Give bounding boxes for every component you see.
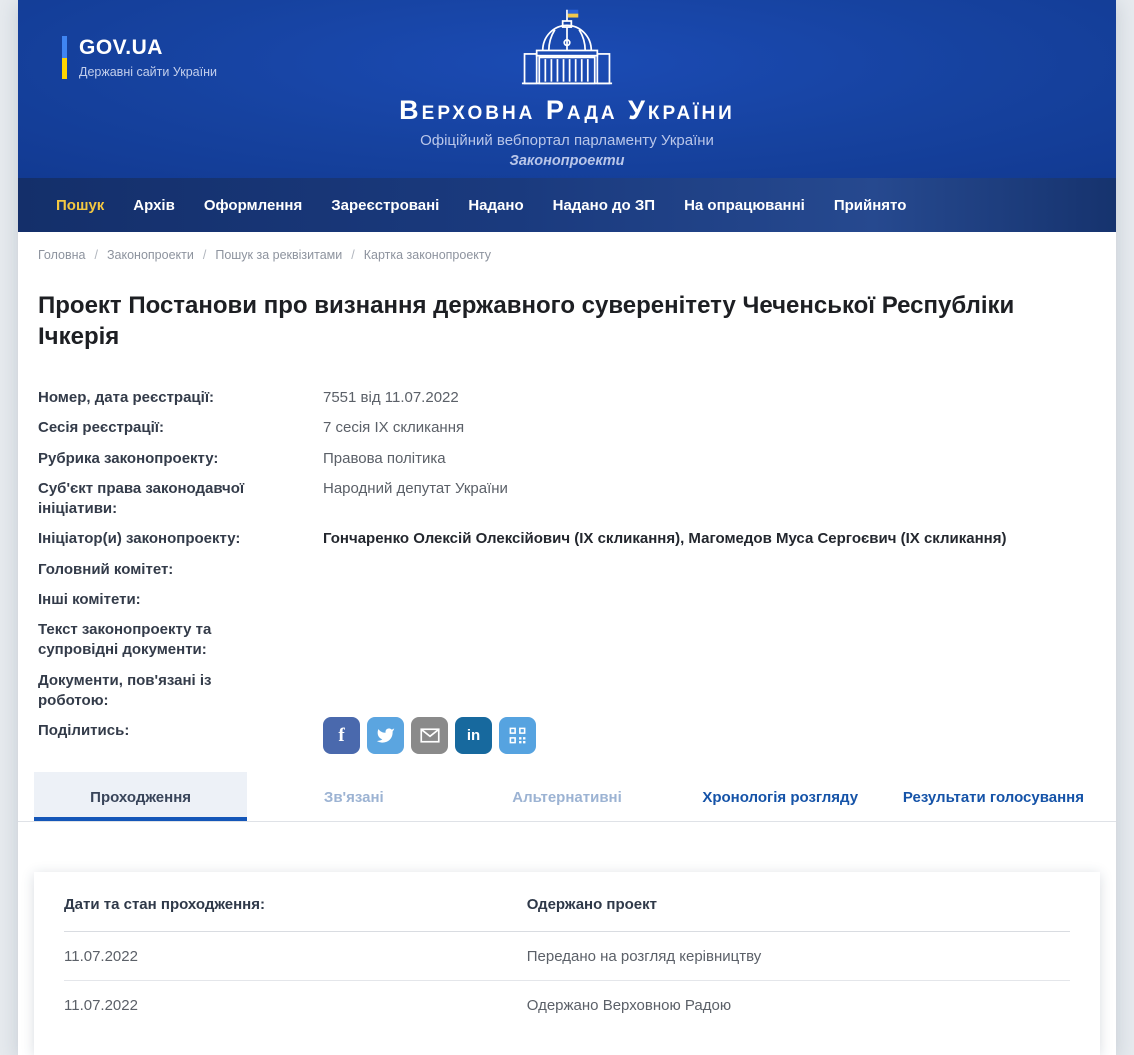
tab-khronolohiia[interactable]: Хронологія розгляду — [702, 789, 859, 806]
detail-label-initiators: Ініціатор(и) законопроекту: — [38, 530, 241, 548]
detail-value-number: 7551 від 11.07.2022 — [323, 389, 459, 406]
passage-table-card — [34, 872, 1100, 1055]
linkedin-icon[interactable]: in — [455, 717, 492, 754]
detail-label-main-committee: Головний комітет: — [38, 560, 174, 578]
twitter-icon[interactable] — [367, 717, 404, 754]
row-date: 11.07.2022 — [64, 997, 138, 1014]
detail-value-other-committees — [323, 590, 1096, 610]
detail-value-subject: Народний депутат України — [323, 479, 508, 497]
share-buttons — [323, 717, 1096, 754]
nav-item-oformlennia[interactable]: Оформлення — [203, 196, 303, 214]
detail-label-session: Сесія реєстрації: — [38, 419, 164, 437]
detail-label-related-documents: Документи, пов'язані із роботою: — [38, 671, 212, 709]
site-header — [18, 0, 1116, 178]
bill-tabs — [18, 772, 1116, 822]
row-status: Передано на розгляд керівництву — [527, 932, 1070, 981]
tab-zviazani[interactable]: Зв'язані — [323, 789, 384, 806]
govua-subtitle: Державні сайти України — [79, 65, 217, 79]
tab-alternatyvni[interactable]: Альтернативні — [512, 789, 622, 806]
parliament-building-icon — [515, 6, 619, 88]
email-icon[interactable] — [411, 717, 448, 754]
facebook-icon[interactable]: f — [323, 717, 360, 754]
nav-item-arkhiv[interactable]: Архів — [133, 196, 175, 214]
share-label: Поділитись: — [38, 722, 130, 739]
detail-label-text-documents: Текст законопроекту та супровідні документи: — [38, 621, 212, 659]
detail-label-other-committees: Інші комітети: — [38, 590, 141, 608]
bill-details — [38, 388, 1096, 754]
detail-label-number: Номер, дата реєстрації: — [38, 389, 215, 406]
detail-value-related-documents — [323, 671, 1096, 712]
breadcrumb-poshuk[interactable]: Пошук за реквізитами — [215, 248, 343, 262]
nav-item-nadano[interactable]: Надано — [468, 196, 524, 214]
detail-label-subject: Суб'єкт права законодавчої ініціативи: — [38, 479, 245, 517]
breadcrumb-zakonoproekty[interactable]: Законопроекти — [106, 248, 194, 262]
nav-item-poshuk[interactable]: Пошук — [56, 196, 105, 214]
tab-prokhodzhennia[interactable]: Проходження — [34, 772, 247, 821]
column-header-status: Одержано проект — [527, 872, 1070, 932]
row-date: 11.07.2022 — [64, 932, 527, 981]
detail-value-text-documents — [323, 620, 1096, 661]
breadcrumb-home[interactable]: Головна — [38, 248, 86, 262]
main-nav — [18, 178, 1116, 232]
nav-item-zareiestrovani[interactable]: Зареєстровані — [331, 196, 440, 214]
table-row — [34, 981, 1100, 1029]
table-header-row — [34, 872, 1100, 932]
nav-item-pryiniato[interactable]: Прийнято — [833, 196, 907, 214]
site-section-label: Законопроекти — [509, 153, 625, 169]
detail-value-session: 7 сесія IX скликання — [323, 419, 465, 437]
page-card — [18, 0, 1116, 1055]
nav-item-nadano-do-zp[interactable]: Надано до ЗП — [552, 196, 656, 214]
detail-value-initiators: Гончаренко Олексій Олексійович (IX скликання), Магомедов Муса Сергоєвич (IX скликання) — [323, 530, 1007, 548]
detail-value-rubric: Правова політика — [323, 449, 446, 467]
breadcrumb-separator: / — [94, 248, 98, 262]
breadcrumb-separator: / — [202, 248, 207, 262]
table-row — [34, 932, 1100, 981]
tab-rezultaty[interactable]: Результати голосування — [902, 789, 1084, 806]
column-header-dates: Дати та стан проходження: — [64, 872, 527, 932]
row-status: Одержано Верховною Радою — [526, 997, 732, 1014]
page-title: Проект Постанови про визнання державного суверенітету Чеченської Республіки Ічкерія — [38, 292, 1015, 350]
qr-code-icon[interactable] — [499, 717, 536, 754]
breadcrumb-separator: / — [351, 248, 355, 262]
govua-title: GOV.UA — [79, 36, 163, 59]
breadcrumb-current: Картка законопроекту — [363, 248, 492, 262]
site-title[interactable]: Верховна Рада України — [399, 95, 735, 125]
detail-label-rubric: Рубрика законопроекту: — [38, 449, 219, 467]
detail-value-main-committee — [323, 560, 1096, 580]
breadcrumb — [18, 232, 1116, 262]
site-subtitle: Офіційний вебпортал парламенту України — [420, 132, 714, 149]
nav-item-na-opratsiuvanni[interactable]: На опрацюванні — [684, 196, 805, 214]
